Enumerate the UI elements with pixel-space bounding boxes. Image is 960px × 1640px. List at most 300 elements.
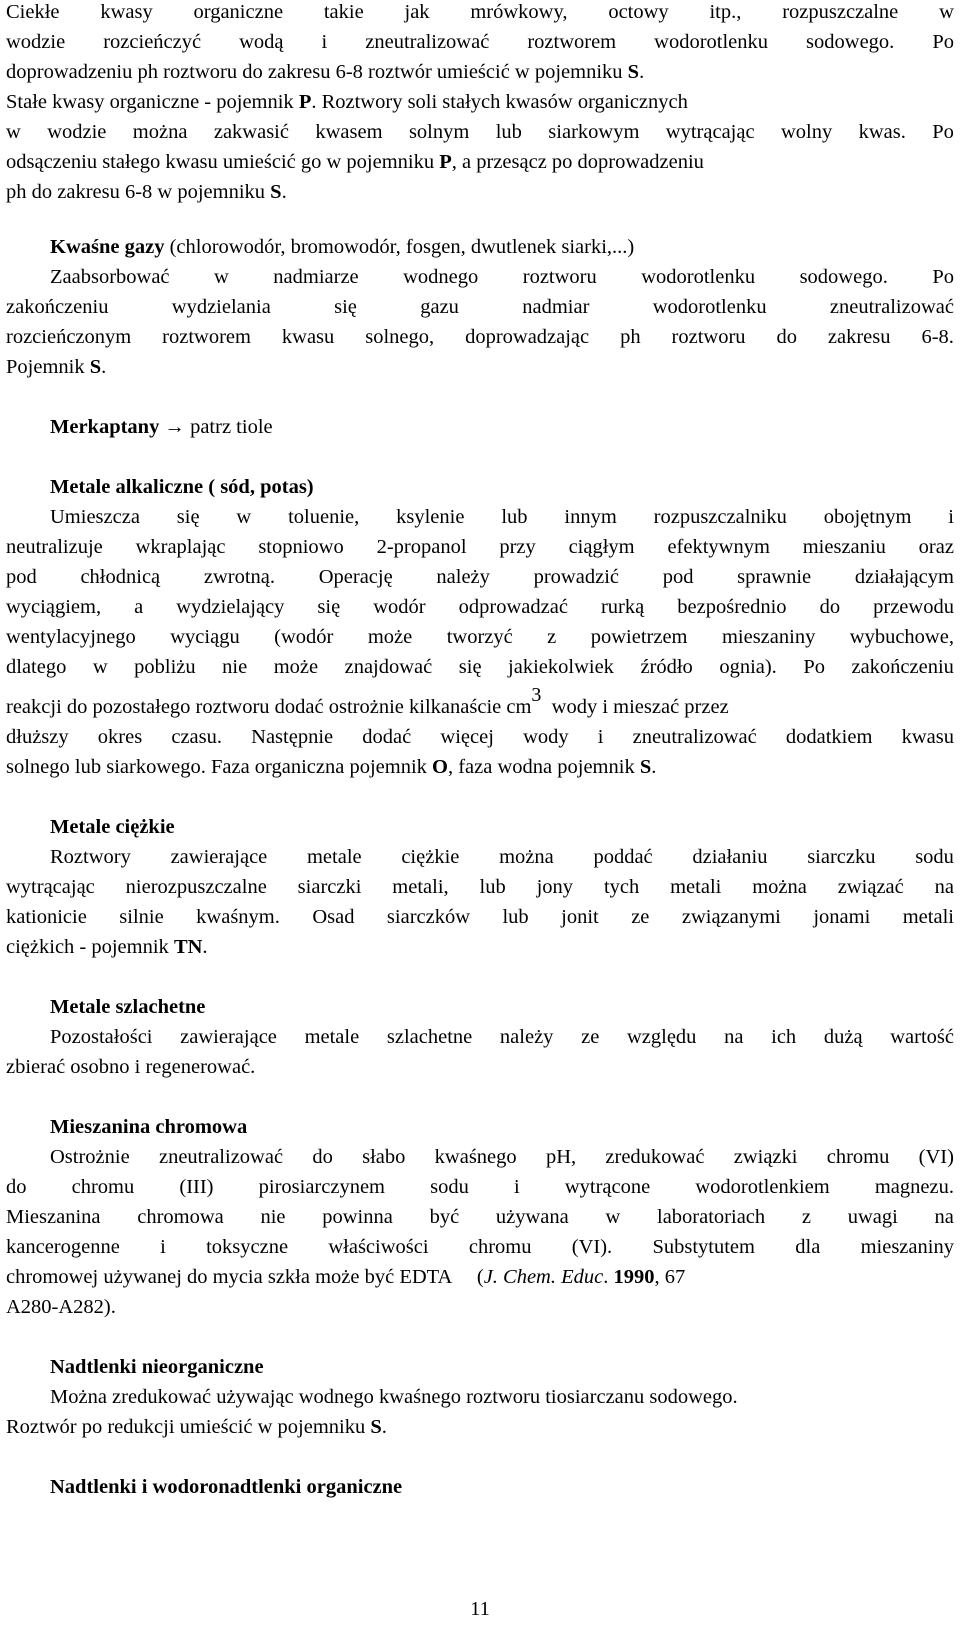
paragraph-text — [6, 292, 954, 322]
word: Umieszcza — [50, 506, 140, 528]
word: na — [724, 1026, 744, 1048]
word: Po — [932, 266, 954, 288]
paragraph-text — [6, 27, 954, 57]
word: należy — [499, 1026, 554, 1048]
word: wytrącone — [564, 1176, 651, 1198]
word: metale — [306, 846, 362, 868]
word: powietrzem — [590, 626, 688, 648]
word: ognia). — [719, 656, 777, 678]
text-line — [6, 872, 954, 902]
heading-text: Merkaptany — [50, 416, 160, 438]
paragraph-text: ph do zakresu 6-8 w pojemniku — [6, 181, 266, 203]
heading-text: Nadtlenki nieorganiczne — [50, 1356, 264, 1378]
word: roztworem — [527, 31, 617, 53]
word: Operację — [318, 566, 393, 588]
word: wodorotlenku — [652, 296, 767, 318]
word: ph — [620, 326, 641, 348]
paragraph-text: solnego lub siarkowego. Faza organiczna pojemnik — [6, 756, 427, 778]
heading-text: Metale ciężkie — [50, 816, 175, 838]
text-line — [6, 117, 954, 147]
container-label: TN — [173, 936, 203, 958]
word: gazu — [420, 296, 459, 318]
paragraph-text: Pojemnik — [6, 356, 85, 378]
heading-text: Mieszanina chromowa — [50, 1116, 248, 1138]
paragraph-text — [6, 622, 954, 652]
word: przewodu — [873, 596, 954, 618]
word: Osad — [312, 906, 355, 928]
word: nie — [222, 656, 248, 678]
word: nierozpuszczalne — [125, 876, 267, 898]
word: prowadzić — [533, 566, 619, 588]
text-line — [6, 27, 954, 57]
section-heading-alkali-metals — [6, 472, 960, 502]
word: siarkowym — [548, 121, 640, 143]
word: Mieszanina — [6, 1206, 101, 1228]
word: szlachetne — [386, 1026, 473, 1048]
word: okres — [97, 726, 143, 748]
word: kwasu — [281, 326, 335, 348]
word: kancerogenne — [6, 1236, 120, 1258]
word: jak — [404, 1, 430, 23]
word: lub — [479, 876, 506, 898]
word: roztworu — [522, 266, 597, 288]
word: czasu. — [171, 726, 222, 748]
paragraph-text: Roztwór po redukcji umieścić w pojemniku — [6, 1416, 366, 1438]
word: wodorotlenku — [641, 266, 756, 288]
word: dodać — [362, 726, 412, 748]
text-line: Roztwór po redukcji umieścić w pojemniku S . — [6, 1412, 954, 1442]
word: wodór — [373, 596, 426, 618]
word: w — [6, 121, 21, 143]
container-label: S — [89, 356, 102, 378]
word: związać — [837, 876, 904, 898]
paragraph-text — [6, 722, 954, 752]
section-heading-chromic-mixture — [6, 1112, 960, 1142]
word: kwaśnym. — [196, 906, 280, 928]
text-line — [6, 532, 954, 562]
section-heading-mercaptans — [6, 412, 960, 442]
word: wytrącając — [665, 121, 755, 143]
word: metali, — [392, 876, 449, 898]
text-line — [6, 1382, 960, 1412]
word: do — [776, 326, 797, 348]
word: dużą — [823, 1026, 863, 1048]
paragraph-text — [50, 842, 954, 872]
word: chromu — [468, 1236, 532, 1258]
word: się — [458, 656, 482, 678]
word: nadmiar — [522, 296, 590, 318]
paragraph-text — [6, 872, 954, 902]
section-heading-noble-metals — [6, 992, 960, 1022]
paragraph-text — [6, 532, 954, 562]
paragraph-text — [6, 1202, 954, 1232]
container-label: S — [370, 1416, 382, 1438]
word: tych — [603, 876, 640, 898]
word: zneutralizować — [829, 296, 954, 318]
word: pH, — [545, 1146, 577, 1168]
paragraph-text — [6, 0, 954, 27]
word: należy — [436, 566, 490, 588]
word: Pozostałości — [50, 1026, 153, 1048]
text-line — [6, 622, 954, 652]
word: w — [939, 1, 954, 23]
section-heading-inorganic-peroxides — [6, 1352, 960, 1382]
word: związki — [733, 1146, 798, 1168]
word: działaniu — [692, 846, 768, 868]
word: więcej — [440, 726, 494, 748]
word: może — [273, 656, 319, 678]
word: ciężkie — [401, 846, 460, 868]
word: ze — [581, 1026, 600, 1048]
word: wodorotlenkiem — [695, 1176, 830, 1198]
word: solnego, — [365, 326, 435, 348]
word: jony — [536, 876, 574, 898]
container-label: P — [298, 91, 312, 113]
text-line: Stałe kwasy organiczne - pojemnik P . Roztwory soli stałych kwasów organicznych — [6, 87, 954, 117]
word: jonit — [561, 906, 599, 928]
word: tworzyć — [446, 626, 513, 648]
word: ich — [771, 1026, 797, 1048]
paragraph-text — [50, 1142, 954, 1172]
word: 2-propanol — [376, 536, 467, 558]
word: wartość — [890, 1026, 954, 1048]
word: kwaśnego — [434, 1146, 517, 1168]
text-line: doprowadzeniu ph roztworu do zakresu 6-8 roztwór umieścić w pojemniku S . — [6, 57, 954, 87]
text-line — [6, 652, 954, 682]
word: Roztwory — [50, 846, 131, 868]
word: wodnego — [403, 266, 479, 288]
word: ze — [631, 906, 650, 928]
word: nadmiarze — [273, 266, 359, 288]
container-label: P — [439, 151, 452, 173]
paragraph-text: ciężkich - pojemnik — [6, 936, 169, 958]
paragraph-text — [6, 562, 954, 592]
word: lub — [502, 906, 529, 928]
word: chromowa — [137, 1206, 224, 1228]
word: Ostrożnie — [50, 1146, 130, 1168]
word: metali — [670, 876, 722, 898]
text-line — [6, 842, 954, 872]
container-label: S — [627, 61, 640, 83]
word: się — [317, 596, 341, 618]
word: dla — [795, 1236, 821, 1258]
heading-text: Metale szlachetne — [50, 996, 206, 1018]
word: wodorotlenku — [654, 31, 769, 53]
word: być — [429, 1206, 460, 1228]
word: i — [160, 1236, 166, 1258]
word: roztworem — [162, 326, 251, 348]
paragraph-text: , faza wodna pojemnik — [447, 756, 635, 778]
word: solnym — [408, 121, 470, 143]
text-line: ph do zakresu 6-8 w pojemniku S . — [6, 177, 954, 207]
word: sodowego. — [806, 31, 895, 53]
word: Po — [803, 656, 825, 678]
paragraph-text: . — [603, 1266, 609, 1288]
word: laboratoriach — [657, 1206, 766, 1228]
paragraph-text: A280-A282). — [6, 1296, 116, 1318]
word: dlatego — [6, 656, 67, 678]
text-line — [6, 1292, 954, 1322]
word: zneutralizować — [158, 1146, 284, 1168]
cross-reference-text: patrz tiole — [190, 416, 273, 438]
word: zakończeniu — [851, 656, 954, 678]
citation-journal: J. Chem. Educ — [483, 1266, 604, 1288]
word: i — [514, 1176, 520, 1198]
citation-year: 1990 — [613, 1266, 655, 1288]
word: metale — [304, 1026, 360, 1048]
text-line: ciężkich - pojemnik TN . — [6, 932, 954, 962]
word: oraz — [918, 536, 954, 558]
word: wydzielający — [176, 596, 285, 618]
word: zakończeniu — [6, 296, 109, 318]
word: organiczne — [193, 1, 284, 23]
section-heading-organic-peroxides — [6, 1472, 960, 1502]
word: Następnie — [251, 726, 334, 748]
word: wydzielania — [171, 296, 271, 318]
container-label: S — [639, 756, 652, 778]
word: Po — [932, 121, 954, 143]
heading-text: Metale alkaliczne ( sód, potas) — [50, 476, 314, 498]
page-number: 11 — [470, 1598, 490, 1620]
text-line: solnego lub siarkowego. Faza organiczna pojemnik O , faza wodna pojemnik S . — [6, 752, 954, 782]
word: z — [801, 1206, 811, 1228]
word: się — [176, 506, 200, 528]
word: można — [132, 121, 188, 143]
text-line — [6, 292, 954, 322]
word: octowy — [608, 1, 669, 23]
paragraph-text — [6, 1232, 954, 1262]
word: w — [605, 1206, 621, 1228]
word: zredukować — [605, 1146, 705, 1168]
heading-text: Kwaśne gazy — [50, 236, 165, 258]
word: pod — [662, 566, 694, 588]
paragraph-text: zbierać osobno i regenerować. — [6, 1056, 256, 1078]
text-line — [6, 562, 954, 592]
word: na — [934, 1206, 954, 1228]
word: mrówkowy, — [470, 1, 568, 23]
word: przy — [499, 536, 536, 558]
paragraph-text — [6, 1172, 954, 1202]
word: doprowadzając — [465, 326, 590, 348]
word: kwasem — [315, 121, 383, 143]
word: (III) — [179, 1176, 214, 1198]
word: wytrącając — [6, 876, 95, 898]
word: rozpuszczalne — [782, 1, 899, 23]
word: stopniowo — [258, 536, 344, 558]
word: i — [948, 506, 954, 528]
word: w — [214, 266, 229, 288]
heading-text: Nadtlenki i wodoronadtlenki organiczne — [50, 1476, 403, 1498]
word: wyciągu — [170, 626, 240, 648]
word: kwasy — [100, 1, 153, 23]
word: wodzie — [47, 121, 107, 143]
word: nie — [260, 1206, 286, 1228]
word: rurką — [600, 596, 645, 618]
word: zwrotną. — [203, 566, 276, 588]
paragraph-text — [6, 322, 954, 352]
word: w — [92, 656, 108, 678]
word: 6-8. — [921, 326, 954, 348]
word: rozpuszczalniku — [653, 506, 787, 528]
word: właściwości — [328, 1236, 429, 1258]
heading-text: (chlorowodór, bromowodór, fosgen, dwutlenek siarki,...) — [169, 236, 635, 258]
paragraph-text: chromowej używanej do mycia szkła może być EDTA ( — [6, 1266, 484, 1288]
word: sodowego. — [799, 266, 888, 288]
word: magnezu. — [874, 1176, 954, 1198]
word: (wodór — [274, 626, 334, 648]
text-line — [6, 902, 954, 932]
section-heading-heavy-metals — [6, 812, 960, 842]
paragraph-text — [6, 117, 954, 147]
superscript: 3 — [531, 684, 542, 706]
word: rozcieńczyć — [103, 31, 202, 53]
arrow-icon: → — [164, 416, 185, 438]
text-line — [6, 1052, 954, 1082]
word: Po — [932, 31, 954, 53]
text-line — [6, 262, 954, 292]
word: wentylacyjnego — [6, 626, 136, 648]
word: (VI) — [918, 1146, 954, 1168]
section-heading-acid-gases — [6, 232, 960, 262]
paragraph-text: Stałe kwasy organiczne - pojemnik — [6, 91, 294, 113]
text-line — [6, 1142, 954, 1172]
paragraph-text — [50, 1022, 954, 1052]
word: poddać — [593, 846, 653, 868]
word: względu — [626, 1026, 697, 1048]
paragraph-text: , a przesącz po doprowadzeniu — [451, 151, 704, 173]
word: neutralizuje — [6, 536, 103, 558]
word: na — [934, 876, 954, 898]
word: z — [547, 626, 557, 648]
text-line — [6, 322, 954, 352]
container-label: S — [270, 181, 282, 203]
word: sodu — [915, 846, 954, 868]
word: kwasu — [901, 726, 954, 748]
word: lub — [495, 121, 522, 143]
word: się — [334, 296, 357, 318]
word: chromu — [826, 1146, 890, 1168]
word: używana — [495, 1206, 569, 1228]
word: a — [134, 596, 144, 618]
paragraph-text: reakcji do pozostałego roztworu dodać ostrożnie kilkanaście cm — [6, 696, 532, 718]
word: chłodnicą — [80, 566, 161, 588]
text-line — [6, 722, 954, 752]
word: w — [236, 506, 252, 528]
word: pod — [6, 566, 37, 588]
word: pirosiarczynem — [258, 1176, 386, 1198]
word: siarczku — [807, 846, 876, 868]
word: zawierające — [170, 846, 268, 868]
text-line — [6, 1262, 954, 1292]
word: odprowadzać — [458, 596, 568, 618]
text-line — [6, 0, 954, 27]
word: ciągłym — [568, 536, 635, 558]
paragraph-text — [6, 902, 954, 932]
word: powinna — [322, 1206, 393, 1228]
paragraph-text — [6, 652, 954, 682]
word: i — [321, 31, 328, 53]
word: siarczków — [386, 906, 471, 928]
word: można — [499, 846, 554, 868]
word: wybuchowe, — [849, 626, 954, 648]
word: wyciągiem, — [6, 596, 102, 618]
word: rozcieńczonym — [6, 326, 132, 348]
text-line — [6, 684, 954, 722]
paragraph-text — [6, 592, 954, 622]
paragraph-text — [50, 502, 954, 532]
word: mieszaniny — [860, 1236, 954, 1258]
word: mieszaniu — [802, 536, 886, 558]
word: toluenie, — [288, 506, 360, 528]
word: wkraplając — [135, 536, 226, 558]
word: efektywnym — [667, 536, 770, 558]
paragraph-text: Roztwory soli stałych kwasów organicznych — [321, 91, 688, 113]
word: można — [752, 876, 807, 898]
word: bezpośrednio — [677, 596, 787, 618]
word: takie — [323, 1, 364, 23]
text-line — [6, 1232, 954, 1262]
word: pobliżu — [134, 656, 196, 678]
text-line — [6, 1172, 954, 1202]
word: sodu — [430, 1176, 469, 1198]
paragraph-text: , 67 — [654, 1266, 686, 1288]
word: dodatkiem — [785, 726, 873, 748]
text-line: Pojemnik S . — [6, 352, 954, 382]
word: mieszaniny — [721, 626, 816, 648]
word: dłuższy — [6, 726, 69, 748]
word: jakiekolwiek — [508, 656, 614, 678]
paragraph-text: odsączeniu stałego kwasu umieścić go w pojemniku — [6, 151, 435, 173]
word: zakresu — [827, 326, 891, 348]
text-line — [6, 1022, 954, 1052]
word: silnie — [119, 906, 164, 928]
word: do — [6, 1176, 27, 1198]
word: Ciekłe — [6, 1, 60, 23]
paragraph-text: Można zredukować używając wodnego kwaśnego roztworu tiosiarczanu sodowego. — [50, 1386, 738, 1408]
word: do — [312, 1146, 333, 1168]
text-line — [6, 147, 954, 177]
word: zneutralizować — [365, 31, 490, 53]
word: (VI). — [571, 1236, 613, 1258]
word: Substytutem — [652, 1236, 755, 1258]
paragraph-text: doprowadzeniu ph roztworu do zakresu 6-8 roztwór umieścić w pojemniku — [6, 61, 623, 83]
word: lub — [501, 506, 528, 528]
text-line — [6, 502, 954, 532]
word: itp., — [709, 1, 742, 23]
word: kwas. — [858, 121, 906, 143]
word: sprawnie — [737, 566, 812, 588]
word: kationicie — [6, 906, 87, 928]
word: metali — [902, 906, 954, 928]
word: roztworu — [671, 326, 746, 348]
word: wodą — [239, 31, 284, 53]
word: wody — [523, 726, 569, 748]
word: uwagi — [847, 1206, 898, 1228]
word: zneutralizować — [632, 726, 757, 748]
word: i — [597, 726, 604, 748]
word: związanymi — [681, 906, 781, 928]
word: znajdować — [344, 656, 433, 678]
word: działającym — [854, 566, 954, 588]
word: Zaabsorbować — [50, 266, 170, 288]
word: zakwasić — [213, 121, 289, 143]
word: jonami — [813, 906, 871, 928]
word: wodzie — [6, 31, 66, 53]
word: siarczki — [297, 876, 362, 898]
word: do — [819, 596, 841, 618]
word: ksylenie — [396, 506, 465, 528]
word: chromu — [71, 1176, 135, 1198]
